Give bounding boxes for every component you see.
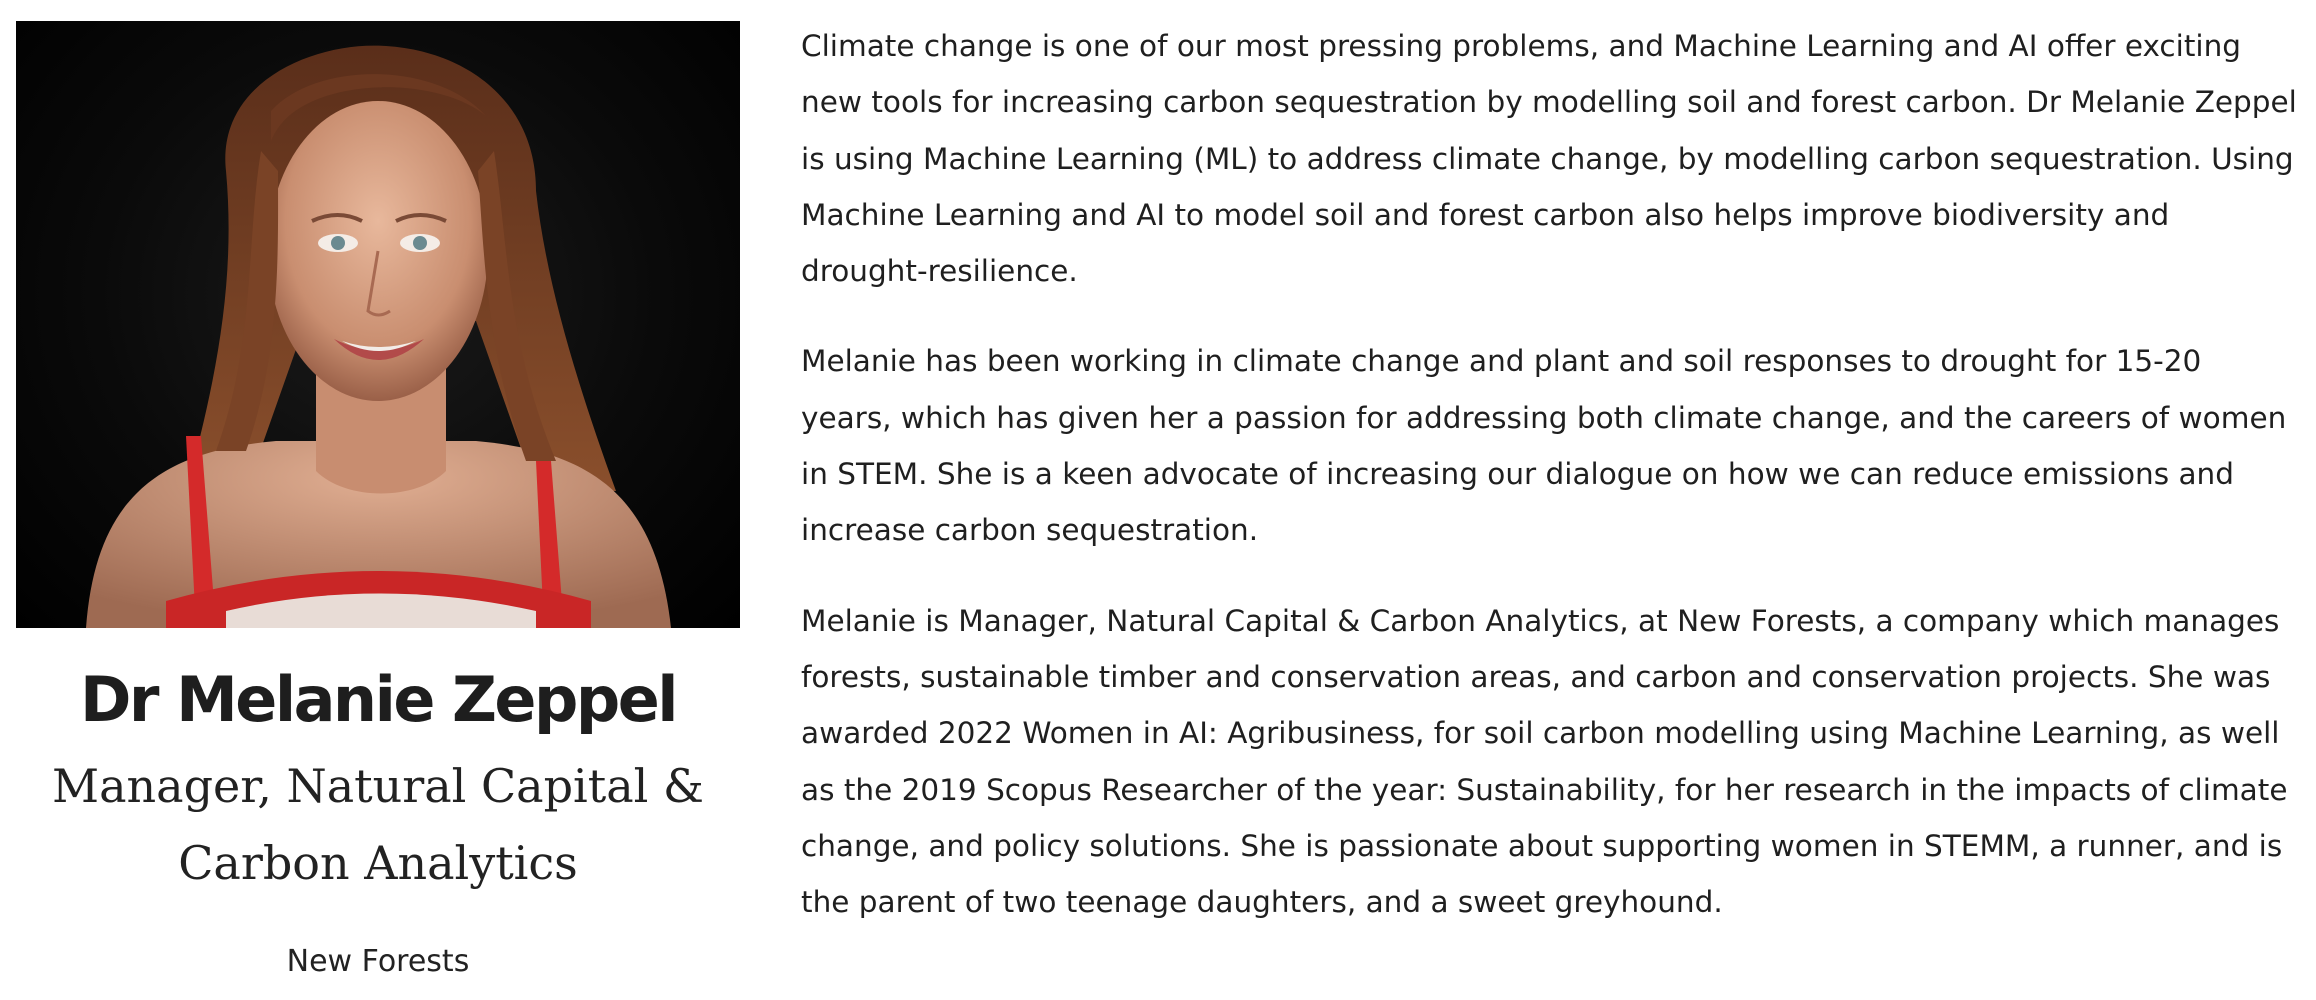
- person-name: Dr Melanie Zeppel: [79, 663, 677, 736]
- bio-paragraph: Melanie is Manager, Natural Capital & Carbon Analytics, at New Forests, a company which manages forests, sustainable timber and conservation areas, and carbon and conservation projects. She was awarded 2022 Women in AI: Agribusiness, for soil carbon modelling using Machine Learning, as well as the 2019 Scopus Researcher of the year: Sustainability, for her research in the impacts of climate change, and policy solutions. She is passionate about supporting women in STEMM, a runner, and is the parent of two teenage daughters, and a sweet greyhound.: [801, 603, 2288, 920]
- person-title: Manager, Natural Capital & Carbon Analytics: [52, 759, 704, 891]
- organization-name: New Forests: [286, 944, 470, 980]
- biography: [801, 18, 2301, 964]
- bio-paragraph: Climate change is one of our most pressing problems, and Machine Learning and AI offer exciting new tools for increasing carbon sequestration by modelling soil and forest carbon. Dr Melanie Zeppel is using Machine Learning (ML) to address climate change, by modelling carbon sequestration. Using Machine Learning and AI to model soil and forest carbon also helps improve biodiversity and drought-resilience.: [801, 29, 2297, 289]
- bio-paragraph: Melanie has been working in climate change and plant and soil responses to drought for 15-20 years, which has given her a passion for addressing both climate change, and the careers of women in STEM. She is a keen advocate of increasing our dialogue on how we can reduce emissions and increase carbon sequestration.: [801, 344, 2287, 548]
- profile-card: [16, 21, 740, 979]
- profile-photo: [16, 21, 740, 628]
- portrait-illustration: [16, 21, 740, 628]
